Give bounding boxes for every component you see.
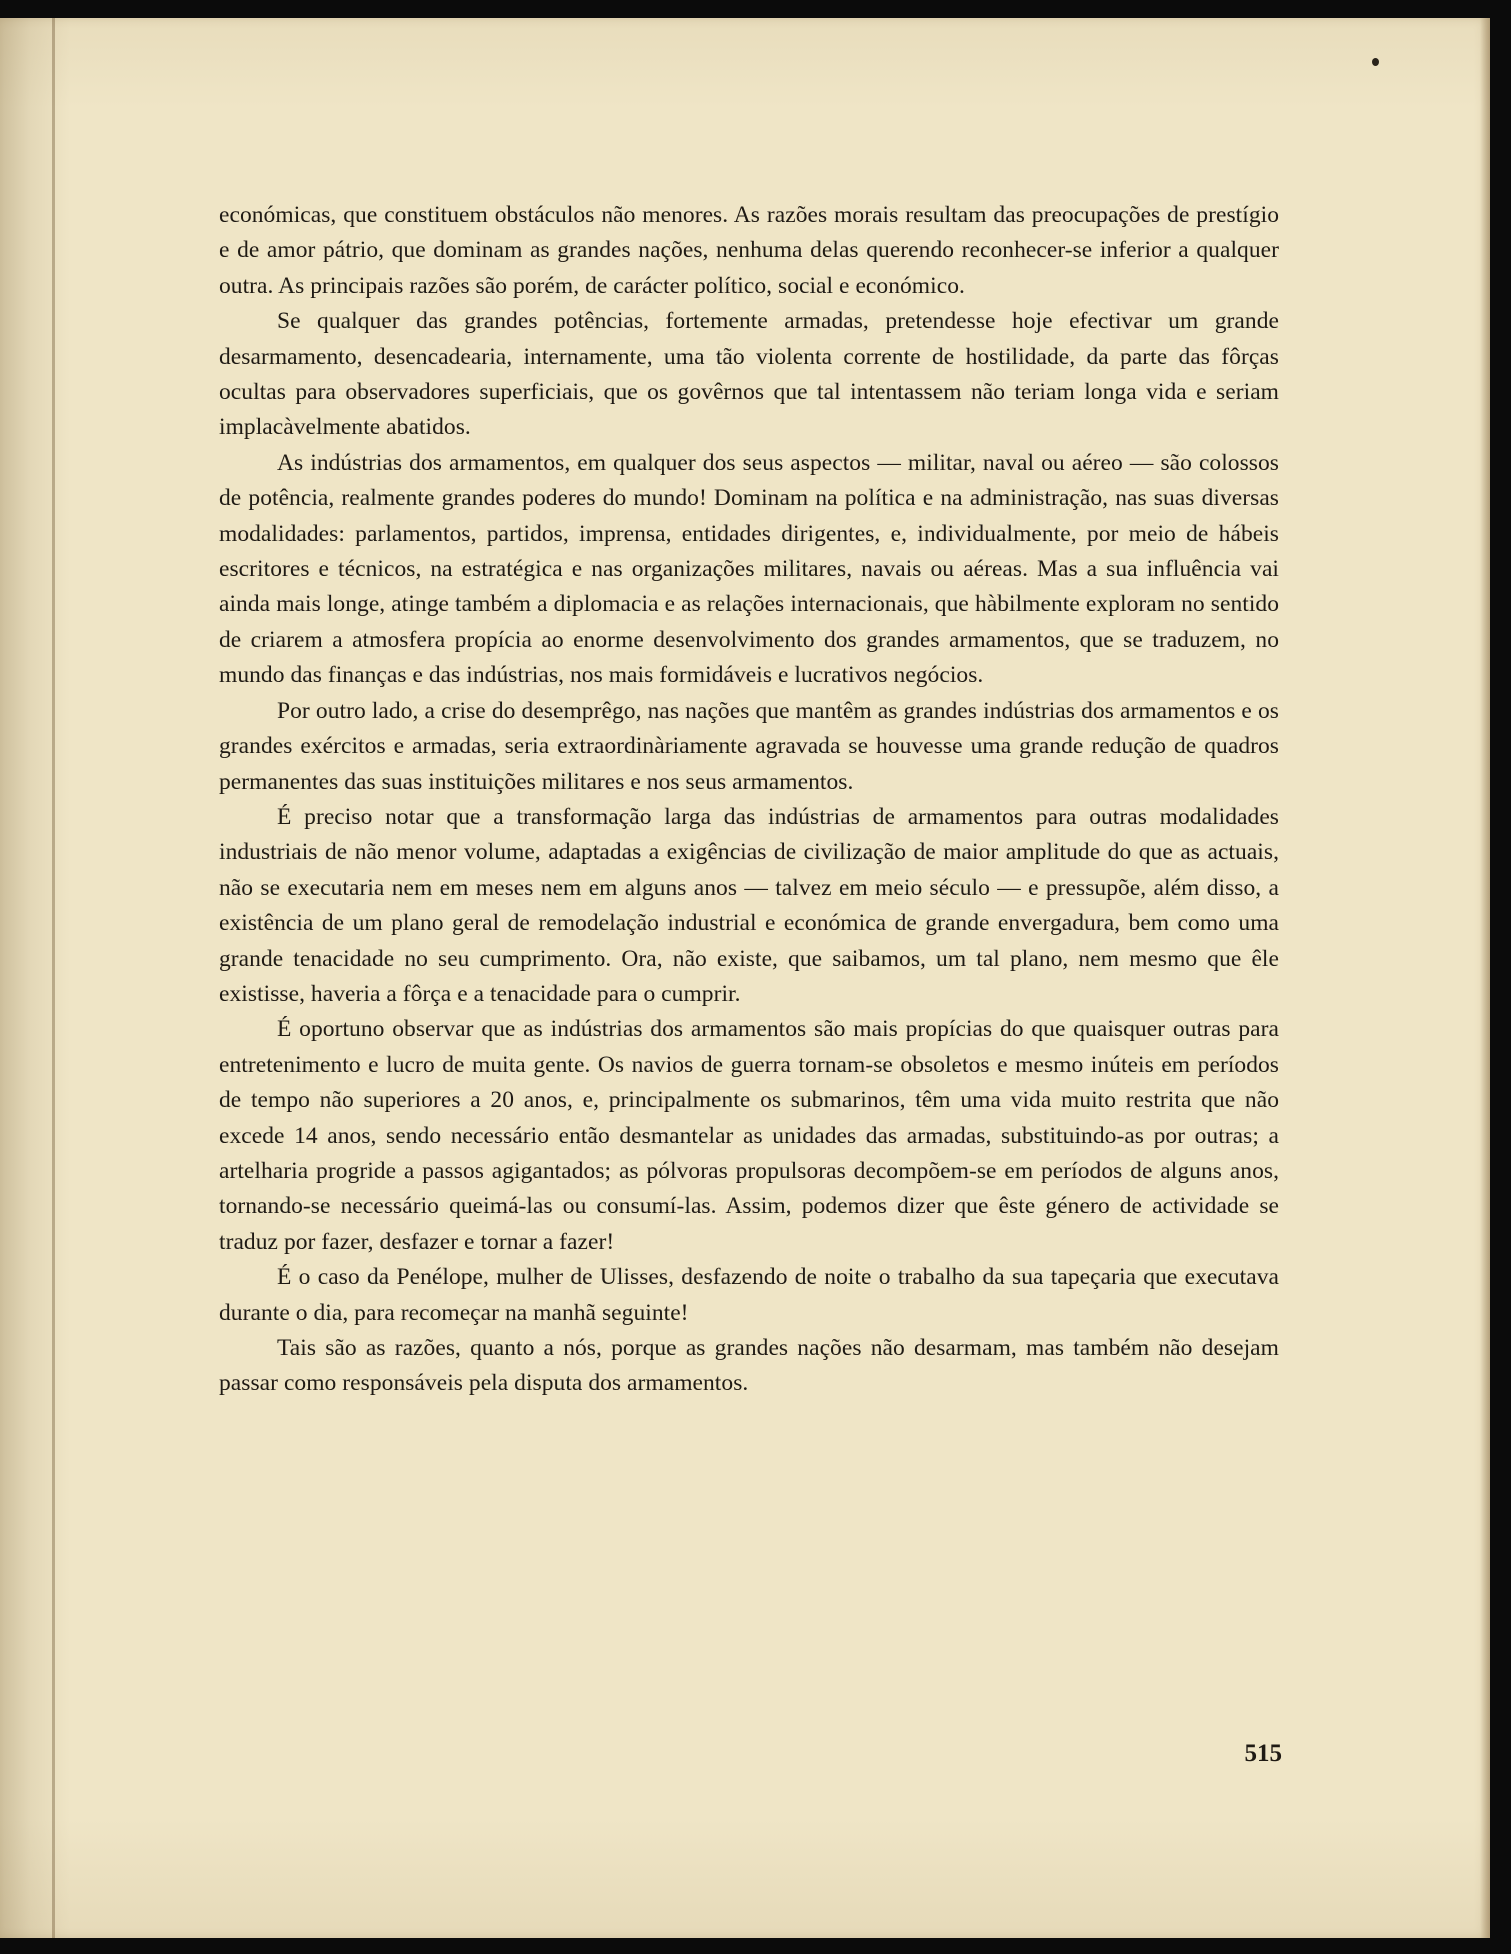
page-edge-shadow (1480, 18, 1490, 1938)
paragraph-industrias: As indústrias dos armamentos, em qualquer dos seus aspectos — militar, naval ou aéreo — são colossos de potência, realmente grandes poderes do mundo! Dominam na política e na administração, nas suas diversas modalidades: parlamentos, partidos, imprensa, entidades dirigentes, e, individualmente, por meio de hábeis escritores e técnicos, na estratégica e nas organizações militares, navais ou aéreas. Mas a sua influência vai ainda mais longe, atinge também a diplomacia e as relações internacionais, que hàbilmente exploram no sentido de criarem a atmosfera propícia ao enorme desenvolvimento dos grandes armamentos, que se traduzem, no mundo das finanças e das indústrias, nos mais formidáveis e lucrativos negócios. (219, 449, 1279, 689)
paragraph-penelope: É o caso da Penélope, mulher de Ulisses, desfazendo de noite o trabalho da sua tapeçaria que executava durante o dia, para recomeçar na manhã seguinte! (219, 1264, 1279, 1326)
binding-fold (52, 18, 55, 1938)
paragraph-transformacao: É preciso notar que a transformação larga das indústrias de armamentos para outras modalidades industriais de não menor volume, adaptadas a exigências de civilização de maior amplitude do que as actuais, não se executaria nem em meses nem em alguns anos — talvez em meio século — e pressupõe, além disso, a existência de um plano geral de remodelação industrial e económica de grande envergadura, bem como uma grande tenacidade no seu cumprimento. Ora, não existe, que saibamos, um tal plano, nem mesmo que êle existisse, haveria a fôrça e a tenacidade para o cumprir. (219, 803, 1279, 1007)
ink-speck (1372, 58, 1379, 66)
paragraph-desemprego: Por outro lado, a crise do desemprêgo, nas nações que mantêm as grandes indústrias dos armamentos e os grandes exércitos e armadas, seria extraordinàriamente agravada se houvesse uma grande redução de quadros permanentes das suas instituições militares e nos seus armamentos. (219, 697, 1279, 795)
page-number: 515 (1244, 1740, 1282, 1767)
body-text (219, 198, 1279, 1402)
paragraph-continuation: económicas, que constituem obstáculos não menores. As razões morais resultam das preocupações de prestígio e de amor pátrio, que dominam as grandes nações, nenhuma delas querendo reconhecer-se inferior a qualquer outra. As principais razões são porém, de carácter político, social e económico. (219, 202, 1279, 299)
paragraph-conclusao: Tais são as razões, quanto a nós, porque as grandes nações não desarmam, mas também não desejam passar como responsáveis pela disputa dos armamentos. (219, 1335, 1279, 1397)
paragraph-desarmamento: Se qualquer das grandes potências, fortemente armadas, pretendesse hoje efectivar um grande desarmamento, desencadearia, internamente, uma tão violenta corrente de hostilidade, da parte das fôrças ocultas para observadores superficiais, que os govêrnos que tal intentassem não teriam longa vida e seriam implacàvelmente abatidos. (219, 308, 1279, 441)
paragraph-oportuno: É oportuno observar que as indústrias dos armamentos são mais propícias do que quaisquer outras para entretenimento e lucro de muita gente. Os navios de guerra tornam-se obsoletos e mesmo inúteis em períodos de tempo não superiores a 20 anos, e, principalmente os submarinos, têm uma vida muito restrita que não excede 14 anos, sendo necessário então desmantelar as unidades das armadas, substituindo-as por outras; a artelharia progride a passos agigantados; as pólvoras propulsoras decompõem-se em períodos de alguns anos, tornando-se necessário queimá-las ou consumí-las. Assim, podemos dizer que êste género de actividade se traduz por fazer, desfazer e tornar a fazer! (219, 1016, 1279, 1255)
